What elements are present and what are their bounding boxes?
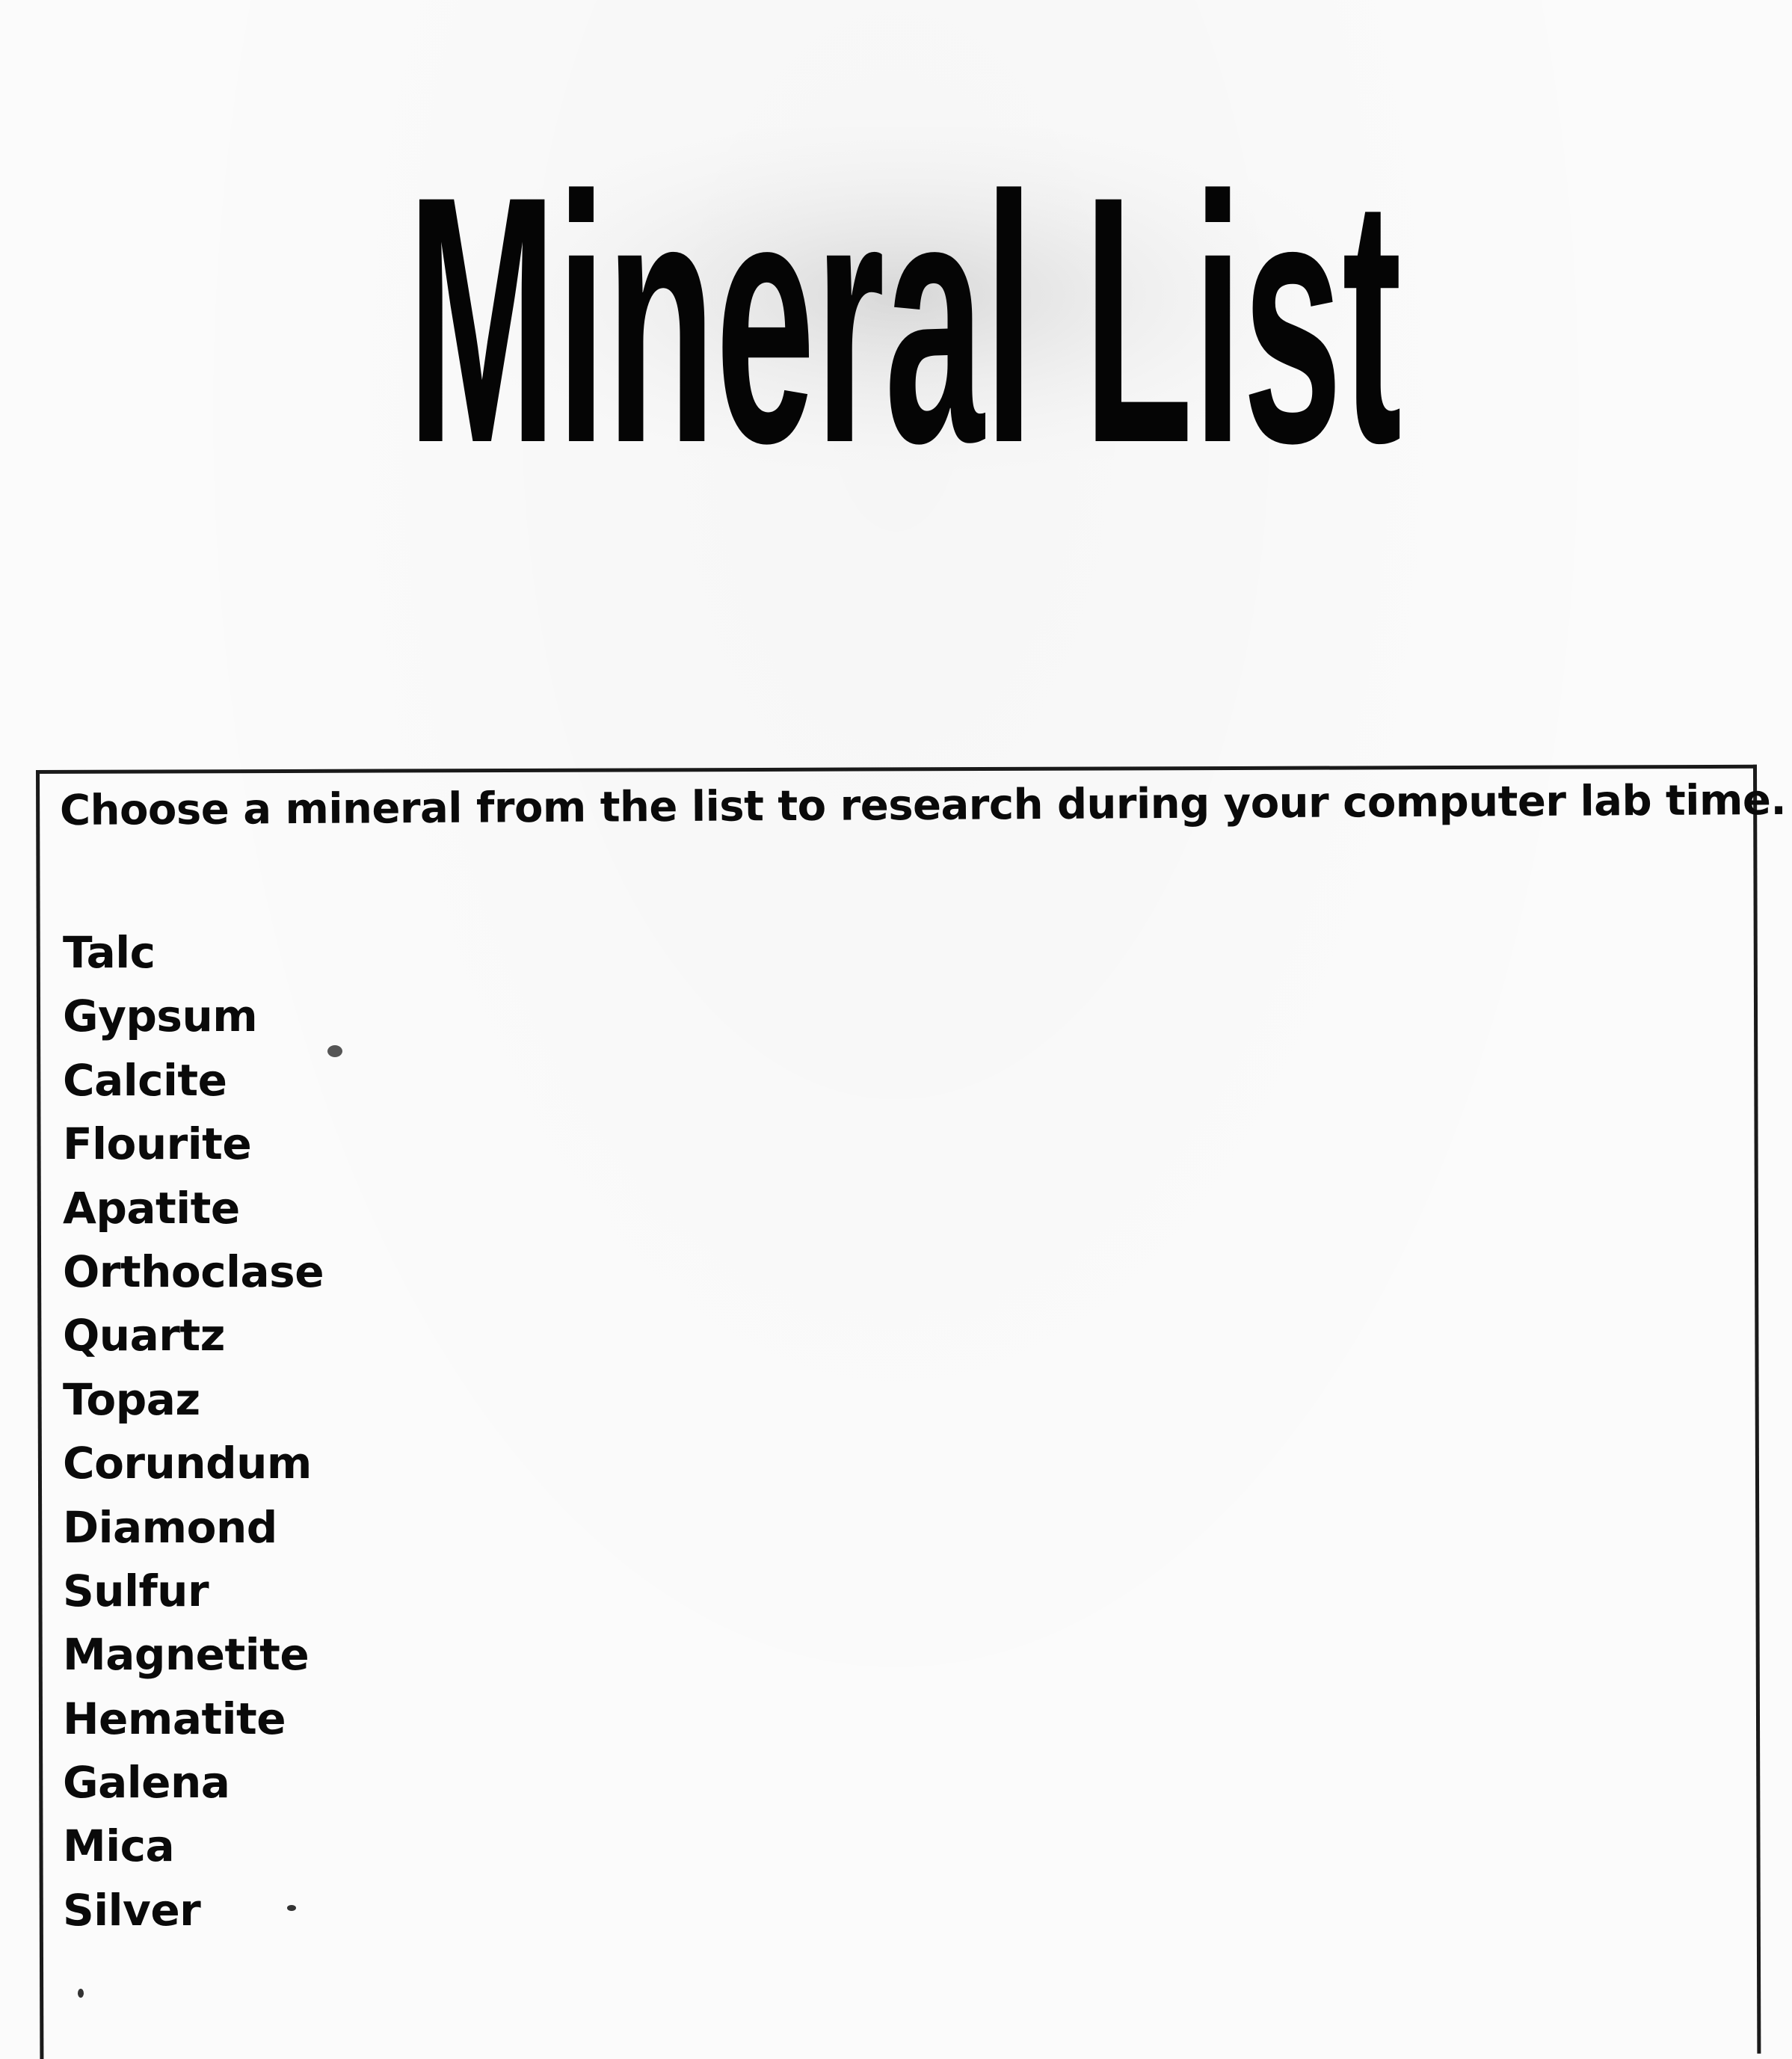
list-item: Calcite — [63, 1054, 227, 1106]
list-item: Topaz — [63, 1373, 200, 1425]
list-item: Magnetite — [63, 1629, 310, 1681]
title-word-art — [396, 127, 1413, 531]
list-item: Corundum — [63, 1438, 312, 1489]
mineral-list — [63, 921, 324, 1942]
list-item: Hematite — [63, 1693, 286, 1744]
scan-speck — [287, 1905, 296, 1911]
list-item: Orthoclase — [63, 1246, 324, 1297]
page-title — [396, 127, 1413, 531]
scan-speck — [78, 1989, 84, 1998]
list-item: Silver — [63, 1884, 201, 1936]
title-text: Mineral List — [407, 127, 1402, 516]
list-item: Diamond — [63, 1501, 277, 1553]
list-item: Gypsum — [63, 991, 258, 1042]
scan-speck — [327, 1045, 342, 1057]
list-item: Quartz — [63, 1310, 225, 1361]
list-item: Sulfur — [63, 1565, 209, 1616]
list-item: Talc — [63, 927, 156, 978]
list-item: Mica — [63, 1821, 175, 1872]
list-item: Apatite — [63, 1182, 240, 1234]
instructions-text: Choose a mineral from the list to research during your computer lab time. — [59, 775, 1787, 835]
list-item: Galena — [63, 1757, 230, 1809]
list-item: Flourite — [63, 1118, 252, 1170]
